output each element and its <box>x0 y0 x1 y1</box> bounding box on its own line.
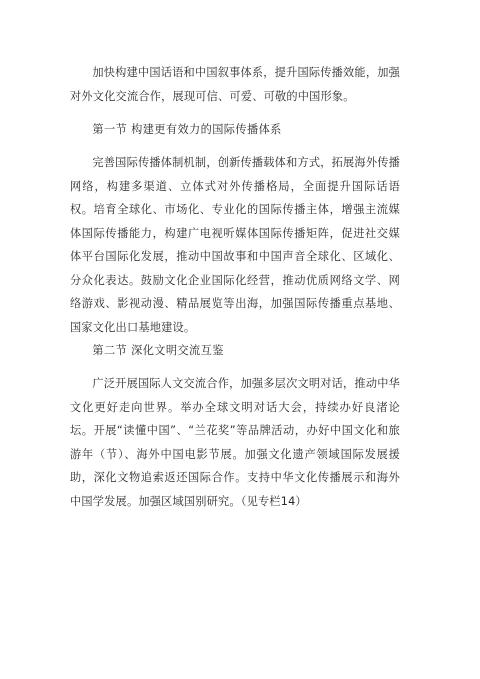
intro-paragraph: 加快构建中国话语和中国叙事体系，提升国际传播效能，加强对外文化交流合作，展现可信、可爱、可敬的中国形象。 <box>70 66 400 103</box>
section-paragraph-2: 广泛开展国际人文交流合作，加强多层次文明对话，推动中华文化更好走向世界。举办全球文明对话大会，持续办好良渚论坛。开展“读懂中国”、“兰花奖”等品牌活动，办好中国文化和旅游年（节）、海外中国电影节展。加强文化遗产领域国际发展援助，深化文物追索返还国际合作。支持中华文化传播展示和海外中国学发展。加强区域国别研究。（见专栏14） <box>70 377 400 508</box>
section-heading-2: 第二节 深化文明交流互鉴 <box>92 344 224 357</box>
section-heading-1: 第一节 构建更有效力的国际传播体系 <box>92 123 282 136</box>
section-paragraph-1: 完善国际传播体制机制，创新传播载体和方式，拓展海外传播网络，构建多渠道、立体式对外传播格局，全面提升国际话语权。培育全球化、市场化、专业化的国际传播主体，增强主流媒体国际传播能力，构建广电视听媒体国际传播矩阵，促进社交媒体平台国际化发展，推动中国故事和中国声音全球化、区域化、分众化表达。鼓励文化企业国际化经营，推动优质网络文学、网络游戏、影视动漫、精品展览等出海，加强国际传播重点基地、国家文化出口基地建设。 <box>70 156 400 334</box>
